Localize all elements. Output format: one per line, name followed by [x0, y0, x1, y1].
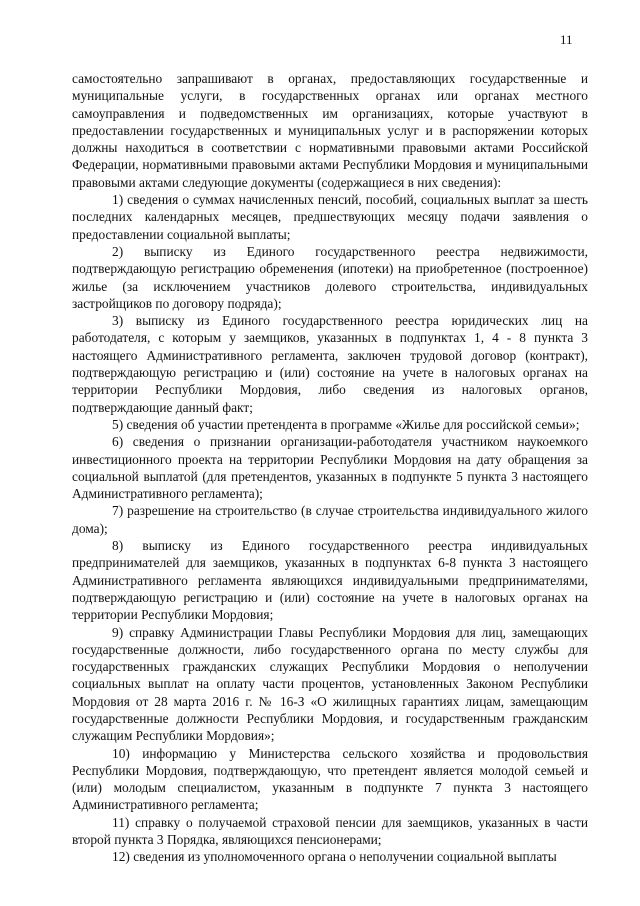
list-item-9: 9) справку Администрации Главы Республики Мордовия для лиц, замещающих государственные должности, либо государственного органа по месту службы для государственных гражданских служащих Республики Мордовия о неполучении социальных выплат на оплату части процентов, установленных Законом Республики Мордовия от 28 марта 2016 г. № 16-З «О жилищных гарантиях лицам, замещающим государственные должности Республики Мордовия, и государственным гражданским служащим Республики Мордовия»;	[72, 624, 588, 744]
list-item-11: 11) справку о получаемой страховой пенсии для заемщиков, указанных в части второй пункта 3 Порядка, являющихся пенсионерами;	[72, 814, 588, 848]
list-item-6: 6) сведения о признании организации-работодателя участником наукоемкого инвестиционного проекта на территории Республики Мордовия на дату обращения за социальной выплатой (для претендентов, указанных в подпункте 5 пункта 3 настоящего Административного регламента);	[72, 434, 588, 502]
list-item-5: 5) сведения об участии претендента в программе «Жилье для российской семьи»;	[112, 416, 580, 432]
list-item-1: 1) сведения о суммах начисленных пенсий, пособий, социальных выплат за шесть последних календарных месяцев, предшествующих месяцу подачи заявления о предоставлении социальной выплаты;	[72, 192, 588, 242]
list-item-8: 8) выписку из Единого государственного реестра индивидуальных предпринимателей для заемщиков, указанных в подпунктах 6-8 пункта 3 настоящего Административного регламента являющихся индивидуальными предпринимателями, подтверждающую регистрацию и (или) состояние на учете в налоговых органах на территории Республики Мордовия;	[72, 538, 588, 623]
list-item-7: 7) разрешение на строительство (в случае строительства индивидуального жилого дома);	[72, 503, 588, 536]
document-body	[72, 70, 588, 866]
page-number: 11	[560, 32, 573, 47]
intro-paragraph: самостоятельно запрашивают в органах, предоставляющих государственные и муниципальные услуги, в государственных органах или органах местного самоуправления и подведомственных им организациях, которые участвуют в предоставлении государственных и муниципальных услуг и в распоряжении которых должны находиться в соответствии с нормативными правовыми актами Российской Федерации, нормативными правовыми актами Республики Мордовия и муниципальными правовыми актами следующие документы (содержащиеся в них сведения):	[72, 71, 588, 190]
list-item-10: 10) информацию у Министерства сельского хозяйства и продовольствия Республики Мордовия, подтверждающую, что претендент является молодой семьей и (или) молодым специалистом, указанным в подпункте 7 пункта 3 настоящего Административного регламента;	[72, 745, 588, 813]
list-item-3: 3) выписку из Единого государственного реестра юридических лиц на работодателя, с которым у заемщиков, указанных в подпунктах 1, 4 - 8 пункта 3 настоящего Административного регламента, заключен трудовой договор (контракт), подтверждающую регистрацию и (или) состояние на учете в налоговых органах на территории Республики Мордовия, либо сведения из налоговых органов, подтверждающие данный факт;	[72, 313, 588, 415]
list-item-12: 12) сведения из уполномоченного органа о неполучении социальной выплаты	[112, 849, 557, 865]
list-item-2: 2) выписку из Единого государственного реестра недвижимости, подтверждающую регистрацию обременения (ипотеки) на приобретенное (построенное) жилье (за исключением участников долевого строительства, индивидуальных застройщиков по договору подряда);	[72, 243, 588, 311]
